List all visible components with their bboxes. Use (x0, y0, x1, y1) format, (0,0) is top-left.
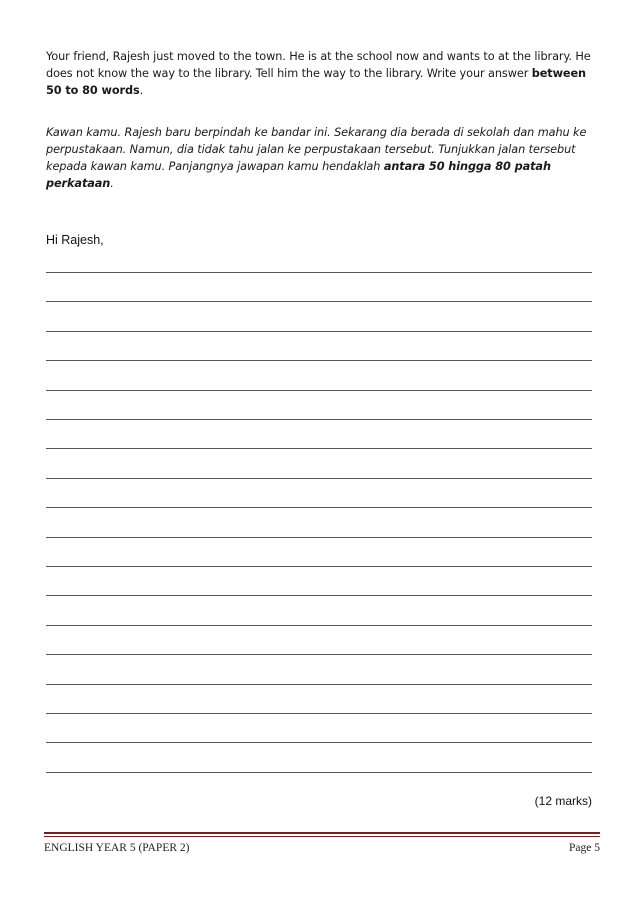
answer-line[interactable] (46, 742, 592, 743)
answer-line[interactable] (46, 360, 592, 361)
answer-line[interactable] (46, 537, 592, 538)
answer-line[interactable] (46, 272, 592, 273)
footer-rule-thin (44, 836, 600, 837)
answer-line[interactable] (46, 419, 592, 420)
answer-line[interactable] (46, 595, 592, 596)
instruction-malay-end: . (110, 177, 114, 190)
answer-line[interactable] (46, 331, 592, 332)
marks-label: (12 marks) (534, 794, 592, 808)
answer-line[interactable] (46, 478, 592, 479)
footer-rule (44, 832, 600, 834)
answer-line[interactable] (46, 566, 592, 567)
answer-line[interactable] (46, 772, 592, 773)
answer-line[interactable] (46, 390, 592, 391)
footer-paper-title: ENGLISH YEAR 5 (PAPER 2) (44, 842, 190, 854)
answer-line[interactable] (46, 684, 592, 685)
answer-line[interactable] (46, 625, 592, 626)
answer-line[interactable] (46, 654, 592, 655)
instruction-malay-text: Kawan kamu. Rajesh baru berpindah ke bandar ini. Sekarang dia berada di sekolah dan mahu ke perpustakaan. Namun, dia tidak tahu jalan ke perpustakaan tersebut. Tunjukkan jalan tersebut kepada kawan kamu. Panjangnya jawapan kamu hendaklah (46, 126, 587, 173)
instruction-english-word-limit: between 50 to 80 words (46, 67, 587, 97)
instruction-english (46, 48, 602, 99)
answer-line[interactable] (46, 301, 592, 302)
answer-line[interactable] (46, 507, 592, 508)
instruction-english-text: Your friend, Rajesh just moved to the town. He is at the school now and wants to at the library. He does not know the way to the library. Tell him the way to the library. Write your answer (46, 50, 591, 80)
instruction-malay (46, 124, 602, 192)
letter-greeting: Hi Rajesh, (46, 233, 104, 247)
answer-line[interactable] (46, 713, 592, 714)
instruction-malay-word-limit: antara 50 hingga 80 patah perkataan (46, 160, 551, 190)
footer-page-number: Page 5 (569, 842, 600, 854)
answer-line[interactable] (46, 448, 592, 449)
instruction-english-end: . (139, 84, 144, 97)
